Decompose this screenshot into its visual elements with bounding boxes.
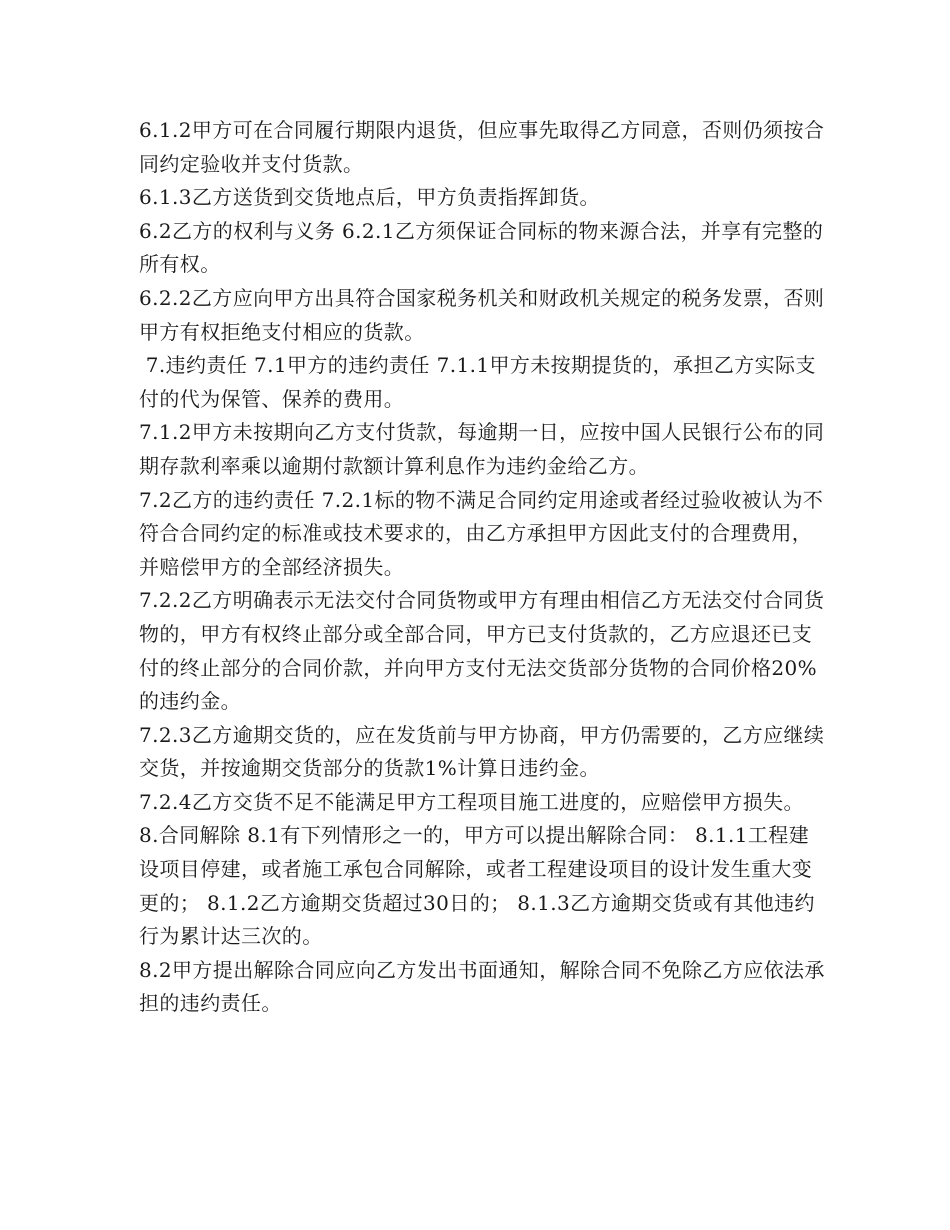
paragraph-6-2-2: 6.2.2乙方应向甲方出具符合国家税务机关和财政机关规定的税务发票，否则甲方有权拒绝支付相应的货款。 xyxy=(139,285,825,344)
paragraph-6-1-2: 6.1.2甲方可在合同履行期限内退货，但应事先取得乙方同意，否则仍须按合同约定验收并支付货款。 xyxy=(139,118,825,176)
paragraph-7-2-4: 7.2.4乙方交货不足不能满足甲方工程项目施工进度的，应赔偿甲方损失。 xyxy=(139,789,804,814)
document-body xyxy=(139,114,829,1021)
paragraph-7-1-2: 7.1.2甲方未按期向乙方支付货款，每逾期一日，应按中国人民银行公布的同期存款利率乘以逾期付款额计算利息作为违约金给乙方。 xyxy=(139,420,825,478)
paragraph-6-2: 6.2乙方的权利与义务 6.2.1乙方须保证合同标的物来源合法，并享有完整的所有权。 xyxy=(139,218,824,277)
paragraph-7-2-2: 7.2.2乙方明确表示无法交付合同货物或甲方有理由相信乙方无法交付合同货物的，甲方有权终止部分或全部合同，甲方已支付货款的，乙方应退还已支付的终止部分的合同价款，并向甲方支付无法交货部分货物的合同价格20%的违约金。 xyxy=(139,588,825,714)
paragraph-8-termination: 8.合同解除 8.1有下列情形之一的，甲方可以提出解除合同： 8.1.1工程建设项目停建，或者施工承包合同解除，或者工程建设项目的设计发生重大变更的； 8.1.2乙方逾期交货超过30日的； 8.1.3乙方逾期交货或有其他违约行为累计达三次的。 xyxy=(139,823,815,949)
paragraph-7-2: 7.2乙方的违约责任 7.2.1标的物不满足合同约定用途或者经过验收被认为不符合合同约定的标准或技术要求的，由乙方承担甲方因此支付的合理费用，并赔偿甲方的全部经济损失。 xyxy=(139,487,824,579)
paragraph-6-1-3: 6.1.3乙方送货到交货地点后，甲方负责指挥卸货。 xyxy=(139,185,600,210)
paragraph-8-2: 8.2甲方提出解除合同应向乙方发出书面通知，解除合同不免除乙方应依法承担的违约责任。 xyxy=(139,957,825,1016)
paragraph-7-2-3: 7.2.3乙方逾期交货的，应在发货前与甲方协商，甲方仍需要的，乙方应继续交货，并按逾期交货部分的货款1%计算日违约金。 xyxy=(139,722,825,781)
paragraph-7-breach: 7.违约责任 7.1甲方的违约责任 7.1.1甲方未按期提货的，承担乙方实际支付的代为保管、保养的费用。 xyxy=(139,353,816,411)
